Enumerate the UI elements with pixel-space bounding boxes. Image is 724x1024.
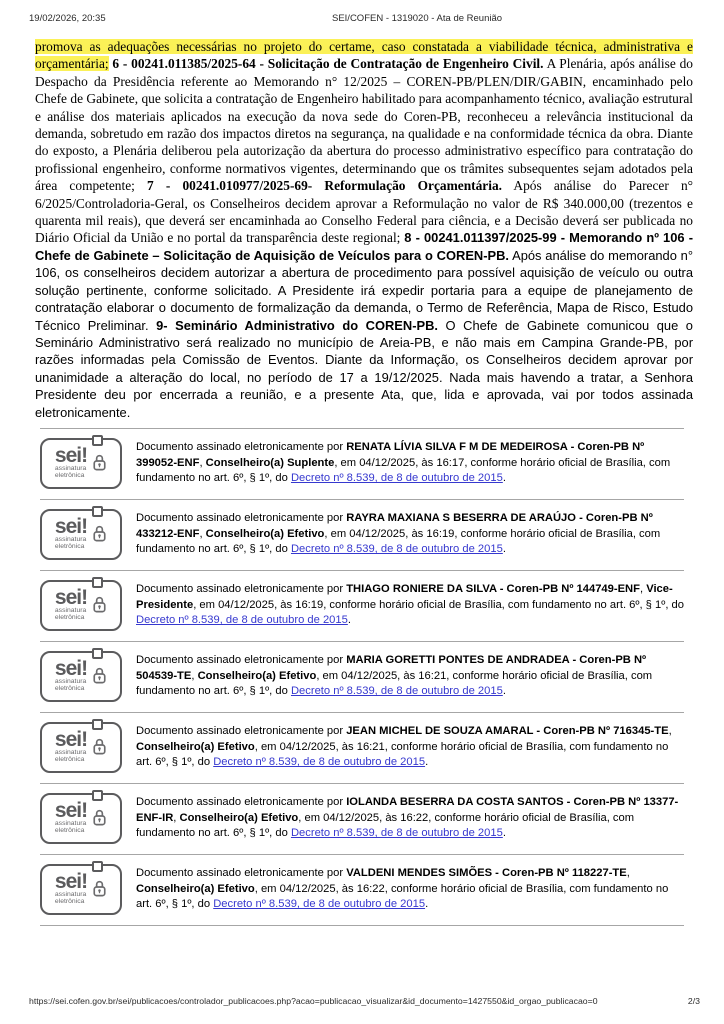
seal-subtitle-line2: eletrônica — [54, 614, 85, 622]
decree-link[interactable]: Decreto nº 8.539, de 8 de outubro de 2015 — [213, 898, 426, 911]
signer-name: THIAGO RONIERE DA SILVA - Coren-PB Nº 144749-ENF — [346, 583, 640, 596]
sei-electronic-signature-seal — [40, 793, 122, 844]
body-segment: O Chefe de Gabinete comunicou que o Seminário Administrativo será realizado no município de Areia-PB, e não mais em Campina Grande-PB, por razões informadas pela Comissão de Eventos. Diante da Informação, os Conselheiros decidem aprovar por unanimidade a alteração do local, no período de 17 a 19/12/2025. Nada mais havendo a tratar, a Senhora Presidente deu por encerrada a reunião, e a presente Ata, que, lida e aprovada, vai por todos assinada eletronicamente. — [35, 317, 693, 420]
print-footer — [0, 996, 724, 1007]
seal-subtitle-line2: eletrônica — [54, 898, 85, 906]
signer-name: RAYRA MAXIANA S BESERRA DE ARAÚJO - Coren-PB Nº 433212-ENF — [136, 512, 653, 540]
seal-subtitle-line1: assinatura — [54, 890, 87, 898]
sei-electronic-signature-seal — [40, 651, 122, 702]
signature-details: , em 04/12/2025, às 16:17, conforme horário oficial de Brasília, com fundamento no art. 6º, § 1º, do — [136, 456, 671, 485]
seal-subtitle-line2: eletrônica — [54, 827, 85, 835]
body-segment: Após análise do Parecer n° 6/2025/Controladoria-Geral, os Conselheiros decidem aprovar a Reformulação no valor de R$ 340.000,00 (trezentos e quarenta mil reais), que deverá ser encaminhada ao Conselho Federal para ciência, e a Decisão deverá ser publicada no Diário Oficial da União e no portal da transparência deste regional; — [35, 178, 694, 246]
sei-electronic-signature-seal — [40, 580, 122, 631]
signature-text: Documento assinado eletronicamente por VALDENI MENDES SIMÕES - Coren-PB Nº 118227-TE, Conselheiro(a) Efetivo, em 04/12/2025, às 16:22, conforme horário oficial de Brasília, com fundamento no art. 6º, § 1º, do Decreto nº 8.539, de 8 de outubro de 2015. — [136, 867, 669, 911]
seal-subtitle-line2: eletrônica — [54, 756, 85, 764]
decree-link[interactable]: Decreto nº 8.539, de 8 de outubro de 2015 — [213, 756, 426, 769]
padlock-icon — [92, 879, 107, 898]
decree-link[interactable]: Decreto nº 8.539, de 8 de outubro de 2015 — [290, 543, 503, 556]
decree-link[interactable]: Decreto nº 8.539, de 8 de outubro de 2015 — [290, 472, 503, 485]
sei-logo: sei! — [54, 798, 88, 822]
padlock-icon — [92, 524, 107, 543]
signature-row — [40, 784, 684, 855]
sei-logo: sei! — [54, 514, 88, 538]
footer-url: https://sei.cofen.gov.br/sei/publicacoes/controlador_publicacoes.php?acao=publicacao_visualizar&id_documento=1427550&id_orgao_publicacao=0 — [29, 996, 598, 1006]
header-doc-title: SEI/COFEN - 1319020 - Ata de Reunião — [332, 13, 503, 24]
signature-details: , em 04/12/2025, às 16:21, conforme horário oficial de Brasília, com fundamento no art. 6º, § 1º, do — [136, 669, 653, 698]
padlock-icon — [92, 595, 107, 614]
sei-logo: sei! — [54, 585, 88, 609]
signer-role: Conselheiro(a) Efetivo — [197, 669, 317, 682]
decree-link[interactable]: Decreto nº 8.539, de 8 de outubro de 2015 — [290, 827, 503, 840]
signature-row — [40, 429, 684, 500]
body-segment: 9- Seminário Administrativo do COREN-PB. — [156, 317, 438, 333]
sei-electronic-signature-seal — [40, 722, 122, 773]
sei-electronic-signature-seal — [40, 509, 122, 560]
seal-subtitle-line2: eletrônica — [54, 685, 85, 693]
signature-details: , em 04/12/2025, às 16:19, conforme horário oficial de Brasília, com fundamento no art. 6º, § 1º, do — [193, 598, 684, 611]
signer-role: Conselheiro(a) Efetivo — [179, 811, 299, 824]
signature-details: , em 04/12/2025, às 16:19, conforme horário oficial de Brasília, com fundamento no art. 6º, § 1º, do — [136, 527, 661, 556]
padlock-icon — [92, 453, 107, 472]
signature-text: Documento assinado eletronicamente por IOLANDA BESERRA DA COSTA SANTOS - Coren-PB Nº 13377-ENF-IR, Conselheiro(a) Efetivo, em 04/12/2025, às 16:22, conforme horário oficial de Brasília, com fundamento no art. 6º, § 1º, do Decreto nº 8.539, de 8 de outubro de 2015. — [136, 796, 679, 840]
signature-text: Documento assinado eletronicamente por THIAGO RONIERE DA SILVA - Coren-PB Nº 144749-ENF, Vice-Presidente, em 04/12/2025, às 16:19, conforme horário oficial de Brasília, com fundamento no art. 6º, § 1º, do Decreto nº 8.539, de 8 de outubro de 2015. — [136, 583, 684, 627]
ata-body-text — [35, 38, 693, 421]
signature-text: Documento assinado eletronicamente por JEAN MICHEL DE SOUZA AMARAL - Coren-PB Nº 716345-TE, Conselheiro(a) Efetivo, em 04/12/2025, às 16:21, conforme horário oficial de Brasília, com fundamento no art. 6º, § 1º, do Decreto nº 8.539, de 8 de outubro de 2015. — [136, 725, 672, 769]
signature-details: , em 04/12/2025, às 16:22, conforme horário oficial de Brasília, com fundamento no art. 6º, § 1º, do — [136, 882, 669, 911]
signer-role: Vice-Presidente — [136, 583, 673, 611]
signature-row — [40, 713, 684, 784]
signer-name: VALDENI MENDES SIMÕES - Coren-PB Nº 118227-TE — [346, 867, 627, 880]
sei-logo: sei! — [54, 869, 88, 893]
decree-link[interactable]: Decreto nº 8.539, de 8 de outubro de 2015 — [290, 685, 503, 698]
seal-subtitle-line1: assinatura — [54, 748, 87, 756]
footer-page-number: 2/3 — [687, 996, 700, 1006]
signer-name: IOLANDA BESERRA DA COSTA SANTOS - Coren-PB Nº 13377-ENF-IR — [136, 796, 679, 824]
body-segment: Após análise do memorando n° 106, os conselheiros decidem autorizar a abertura de procedimento para possível aquisição de veículo ou outra solução pertinente, conforme solicitado. A Presidente irá expedir portaria para a equipe de planejamento de contratação elaborar o documento de formalização da demanda, o Termo de Referência, Mapa de Risco, Estudo Técnico Preliminar. — [35, 247, 694, 333]
signature-details: , em 04/12/2025, às 16:22, conforme horário oficial de Brasília, com fundamento no art. 6º, § 1º, do — [136, 811, 635, 840]
body-segment: 8 - 00241.011397/2025-99 - Memorando nº 106 - Chefe de Gabinete – Solicitação de Aquisição de Veículos para o COREN-PB. — [35, 230, 693, 263]
body-segment: A Plenária, após análise do Despacho da Presidência referente ao Memorando n° 12/2025 – COREN-PB/PLEN/DIR/GABIN, encaminhado pelo Chefe de Gabinete, que solicita a contratação de Engenheiro habilitado para acompanhamento técnico, avaliação estrutural e análise dos materiais aplicados na execução da nova sede do Coren-PB, reconheceu a relevância institucional da demanda, sobretudo em razão dos impactos diretos na segurança, na qualidade e na conformidade técnica da obra. Diante do exposto, a Plenária deliberou pela autorização da abertura do processo administrativo específico para contratação do profissional engenheiro, conforme normativos vigentes, determinando que os trâmites subsequentes sejam adotados pela área competente; — [35, 56, 693, 194]
signature-row — [40, 500, 684, 571]
signature-details: , em 04/12/2025, às 16:21, conforme horário oficial de Brasília, com fundamento no art. 6º, § 1º, do — [136, 740, 669, 769]
body-segment: promova as adequações necessárias no projeto do certame, caso constatada a viabilidade técnica, administrativa e orçamentária; — [35, 39, 693, 72]
padlock-icon — [92, 737, 107, 756]
seal-subtitle-line1: assinatura — [54, 606, 87, 614]
signer-role: Conselheiro(a) Efetivo — [136, 740, 255, 753]
signature-row — [40, 571, 684, 642]
signature-text: Documento assinado eletronicamente por RENATA LÍVIA SILVA F M DE MEDEIROSA - Coren-PB Nº 399052-ENF, Conselheiro(a) Suplente, em 04/12/2025, às 16:17, conforme horário oficial de Brasília, com fundamento no art. 6º, § 1º, do Decreto nº 8.539, de 8 de outubro de 2015. — [136, 441, 671, 485]
seal-subtitle-line1: assinatura — [54, 535, 87, 543]
seal-subtitle-line1: assinatura — [54, 677, 87, 685]
sei-electronic-signature-seal — [40, 438, 122, 489]
signer-name: RENATA LÍVIA SILVA F M DE MEDEIROSA - Coren-PB Nº 399052-ENF — [136, 441, 645, 469]
signature-list — [40, 428, 684, 926]
sei-logo: sei! — [54, 727, 88, 751]
signer-role: Conselheiro(a) Efetivo — [205, 527, 325, 540]
padlock-icon — [92, 666, 107, 685]
seal-subtitle-line2: eletrônica — [54, 543, 85, 551]
signature-row — [40, 642, 684, 713]
sei-logo: sei! — [54, 656, 88, 680]
header-datetime: 19/02/2026, 20:35 — [29, 13, 106, 24]
signature-row — [40, 855, 684, 926]
seal-subtitle-line1: assinatura — [54, 819, 87, 827]
sei-logo: sei! — [54, 443, 88, 467]
body-segment: 6 - 00241.011385/2025-64 - Solicitação de Contratação de Engenheiro Civil. — [112, 56, 544, 72]
signer-name: JEAN MICHEL DE SOUZA AMARAL - Coren-PB Nº 716345-TE — [346, 725, 669, 738]
seal-subtitle-line1: assinatura — [54, 464, 87, 472]
signature-text: Documento assinado eletronicamente por MARIA GORETTI PONTES DE ANDRADEA - Coren-PB Nº 504539-TE, Conselheiro(a) Efetivo, em 04/12/2025, às 16:21, conforme horário oficial de Brasília, com fundamento no art. 6º, § 1º, do Decreto nº 8.539, de 8 de outubro de 2015. — [136, 654, 653, 698]
decree-link[interactable]: Decreto nº 8.539, de 8 de outubro de 2015 — [136, 614, 348, 627]
signer-role: Conselheiro(a) Suplente — [205, 456, 335, 469]
print-header — [0, 13, 724, 25]
signature-text: Documento assinado eletronicamente por RAYRA MAXIANA S BESERRA DE ARAÚJO - Coren-PB Nº 433212-ENF, Conselheiro(a) Efetivo, em 04/12/2025, às 16:19, conforme horário oficial de Brasília, com fundamento no art. 6º, § 1º, do Decreto nº 8.539, de 8 de outubro de 2015. — [136, 512, 661, 556]
body-segment: 7 - 00241.010977/2025-69- Reformulação Orçamentária. — [147, 178, 503, 194]
seal-subtitle-line2: eletrônica — [54, 472, 85, 480]
signer-name: MARIA GORETTI PONTES DE ANDRADEA - Coren-PB Nº 504539-TE — [136, 654, 647, 682]
sei-electronic-signature-seal — [40, 864, 122, 915]
padlock-icon — [92, 808, 107, 827]
signer-role: Conselheiro(a) Efetivo — [136, 882, 255, 895]
